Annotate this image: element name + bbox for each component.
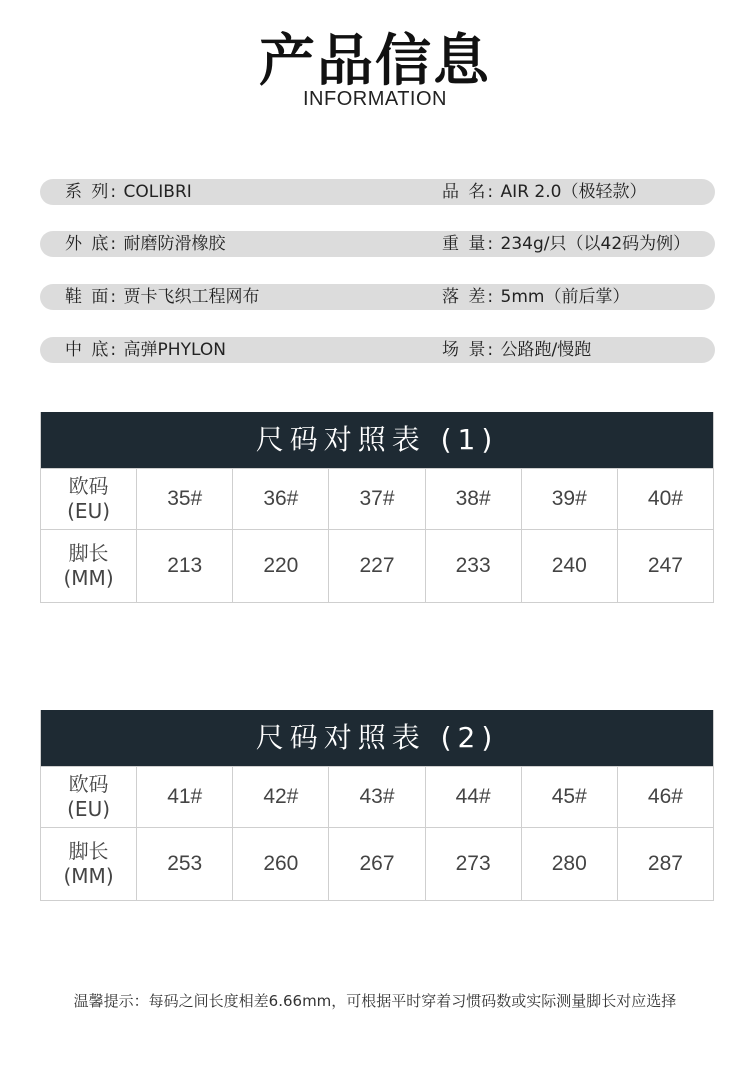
row-label-main: 脚长 (68, 839, 109, 863)
row-label-unit: (EU) (67, 499, 111, 523)
size-table-2 (40, 710, 714, 901)
table-cell: 240 (521, 530, 617, 602)
table-cell: 280 (521, 828, 617, 900)
info-value: AIR 2.0（极轻款） (500, 182, 647, 202)
table-cell: 273 (425, 828, 521, 900)
table-cell: 40# (617, 469, 713, 529)
info-value: 234g/只（以42码为例） (500, 234, 691, 254)
table-cell: 267 (328, 828, 424, 900)
table-cell: 253 (136, 828, 232, 900)
table-cell: 41# (136, 767, 232, 827)
page-title: 产品信息 (259, 29, 491, 94)
info-key: 鞋 面: (65, 287, 119, 307)
info-right (442, 337, 591, 363)
info-row-outsole (40, 231, 715, 257)
info-right (442, 284, 629, 310)
table-cell: 39# (521, 469, 617, 529)
info-key: 落 差: (442, 287, 496, 307)
row-label-main: 欧码 (68, 474, 109, 498)
table-row-eu (41, 468, 713, 529)
table-row-eu (41, 766, 713, 827)
table-cell: 43# (328, 767, 424, 827)
row-label (41, 469, 136, 529)
info-left (65, 284, 260, 310)
footer-tip: 温馨提示：每码之间长度相差6.66mm，可根据平时穿着习惯码数或实际测量脚长对应选择 (73, 992, 677, 1010)
table-cell: 287 (617, 828, 713, 900)
table-cell: 247 (617, 530, 713, 602)
page-subtitle: INFORMATION (302, 88, 447, 110)
table-cell: 36# (232, 469, 328, 529)
info-value: 耐磨防滑橡胶 (123, 234, 226, 254)
info-value: 公路跑/慢跑 (500, 340, 592, 360)
table-cell: 46# (617, 767, 713, 827)
info-left (65, 337, 226, 363)
info-left (65, 231, 226, 257)
row-label (41, 828, 136, 900)
table-cell: 260 (232, 828, 328, 900)
table-cell: 227 (328, 530, 424, 602)
info-left (65, 179, 192, 205)
row-label-unit: (EU) (67, 797, 111, 821)
info-right (442, 231, 690, 257)
info-right (442, 179, 646, 205)
info-key: 系 列: (65, 182, 119, 202)
info-value: 5mm（前后掌） (500, 287, 630, 307)
table-cell: 44# (425, 767, 521, 827)
info-value: 高弹PHYLON (123, 340, 226, 360)
info-row-upper (40, 284, 715, 310)
row-label-main: 脚长 (68, 541, 109, 565)
table-row-mm (41, 529, 713, 602)
table-cell: 38# (425, 469, 521, 529)
info-key: 重 量: (442, 234, 496, 254)
size-table-1 (40, 412, 714, 603)
info-key: 品 名: (442, 182, 496, 202)
table-cell: 220 (232, 530, 328, 602)
info-value: COLIBRI (123, 182, 192, 202)
info-row-midsole (40, 337, 715, 363)
info-key: 中 底: (65, 340, 119, 360)
table-cell: 233 (425, 530, 521, 602)
info-value: 贾卡飞织工程网布 (123, 287, 260, 307)
table-cell: 42# (232, 767, 328, 827)
size-table-title: 尺码对照表 (2) (41, 710, 713, 766)
table-cell: 37# (328, 469, 424, 529)
info-key: 外 底: (65, 234, 119, 254)
row-label-main: 欧码 (68, 772, 109, 796)
info-row-series (40, 179, 715, 205)
size-table-title: 尺码对照表 (1) (41, 412, 713, 468)
table-cell: 213 (136, 530, 232, 602)
table-cell: 35# (136, 469, 232, 529)
row-label (41, 767, 136, 827)
row-label-unit: (MM) (63, 566, 114, 590)
row-label (41, 530, 136, 602)
info-key: 场 景: (442, 340, 496, 360)
table-row-mm (41, 827, 713, 900)
row-label-unit: (MM) (63, 864, 114, 888)
table-cell: 45# (521, 767, 617, 827)
